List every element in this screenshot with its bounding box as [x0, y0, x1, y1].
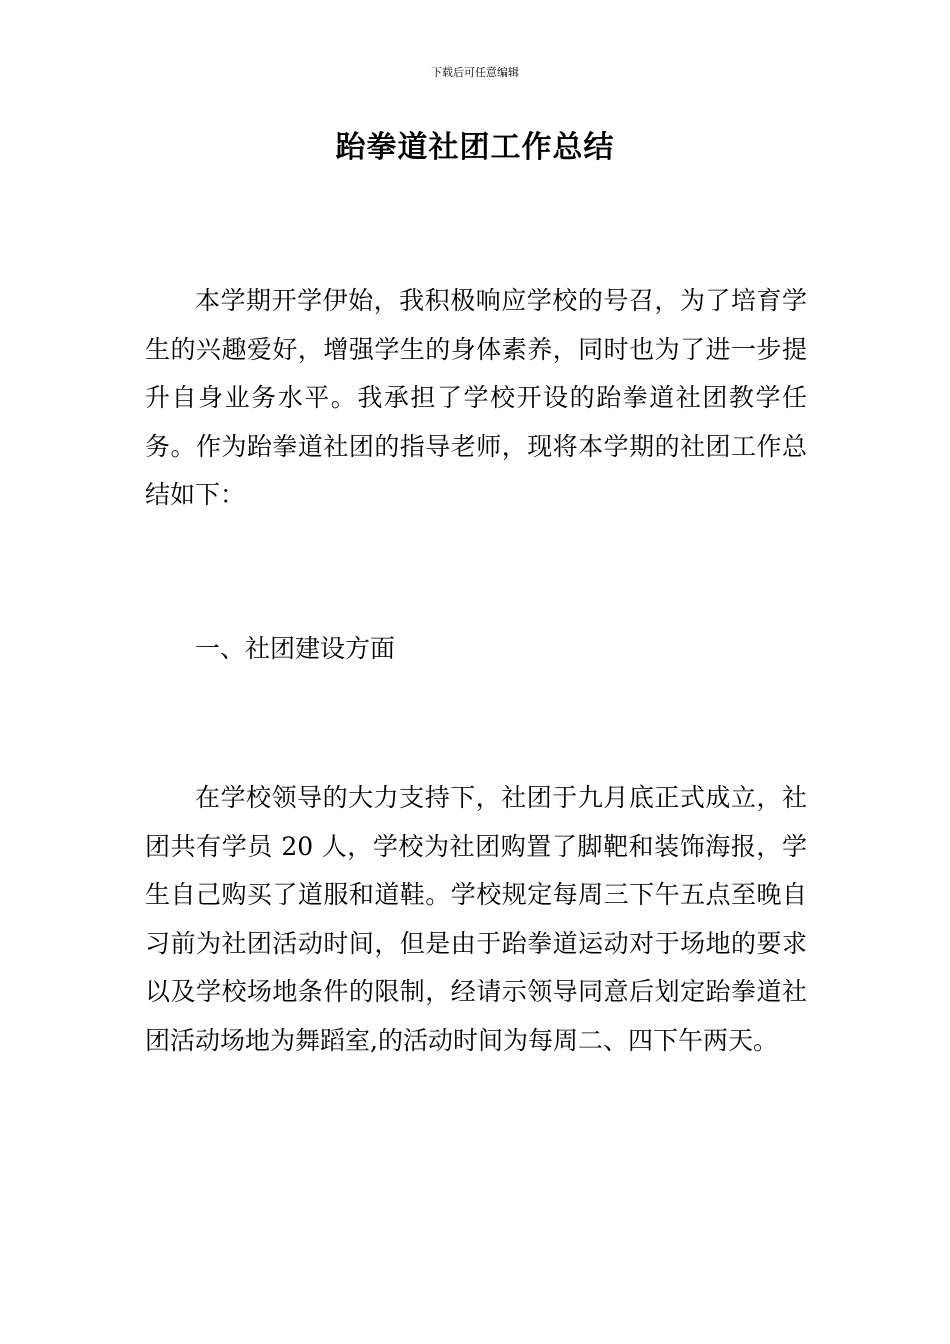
section-body-club-building: 在学校领导的大力支持下，社团于九月底正式成立，社团共有学员 20 人，学校为社团购置了脚靶和装饰海报，学生自己购买了道服和道鞋。学校规定每周三下午五点至晚自习前为社团活动时间，但是由于跆拳道运动对于场地的要求以及学校场地条件的限制，经请示领导同意后划定跆拳道社团活动场地为舞蹈室,的活动时间为每周二、四下午两天。 — [145, 783, 807, 1055]
document-title: 跆拳道社团工作总结 — [335, 130, 615, 165]
section-heading-club-building: 一、社团建设方面 — [195, 634, 396, 663]
header-note: 下载后可任意编辑 — [431, 66, 519, 79]
intro-paragraph: 本学期开学伊始，我积极响应学校的号召，为了培育学生的兴趣爱好，增强学生的身体素养，同时也为了进一步提升自身业务水平。我承担了学校开设的跆拳道社团教学任务。作为跆拳道社团的指导老师，现将本学期的社团工作总结如下： — [145, 286, 807, 509]
